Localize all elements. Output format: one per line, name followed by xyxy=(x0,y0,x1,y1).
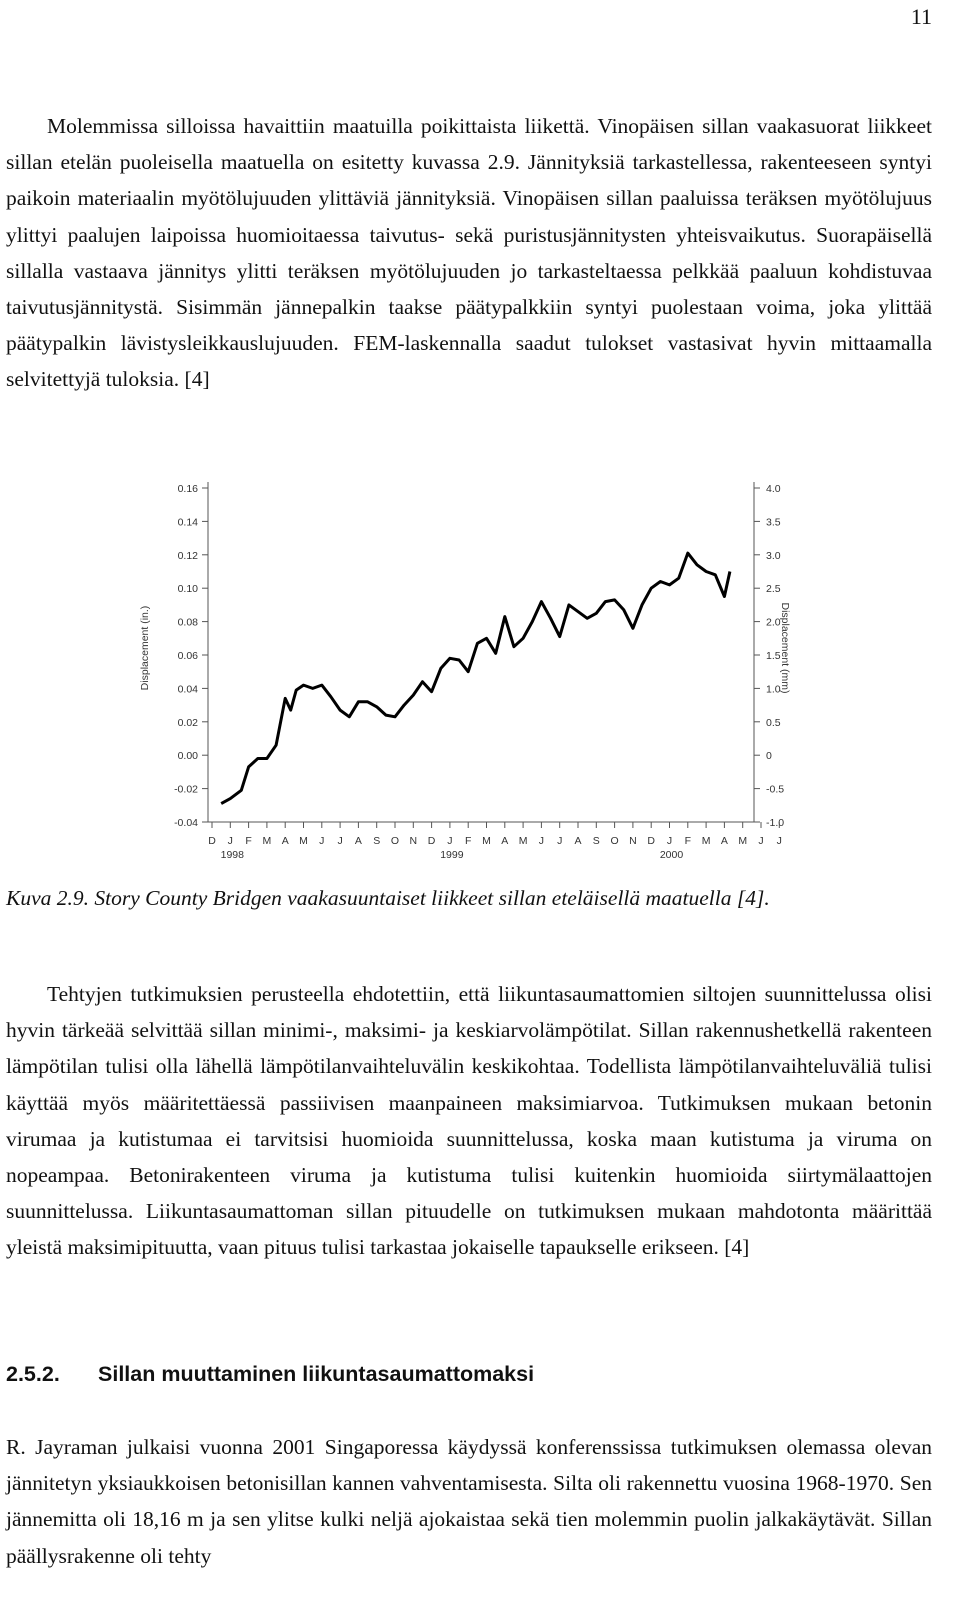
y-axis-right-label: Displacement (mm) xyxy=(779,602,791,694)
y-right-tick-label: 3.5 xyxy=(766,516,781,529)
x-tick-label: F xyxy=(464,835,472,847)
y-left-tick-label: 0.08 xyxy=(177,616,198,629)
y-left-tick-label: 0.02 xyxy=(177,716,198,729)
x-tick-label: F xyxy=(684,835,692,847)
x-tick-label: M xyxy=(482,835,491,847)
x-tick-label: M xyxy=(299,835,308,847)
y-axis-left xyxy=(174,482,208,829)
x-tick-label: J xyxy=(447,835,453,847)
y-left-tick-label: 0.12 xyxy=(177,549,198,562)
x-tick-label: S xyxy=(373,835,381,847)
body-paragraph: Molemmissa silloissa havaittiin maatuilla poikittaista liikettä. Vinopäisen sillan vaakasuorat liikkeet sillan etelän puoleisella maatuella on esitetty kuvassa 2.9. Jännityksiä tarkastellessa, rakenteeseen syntyi paikoin materiaalin myötölujuuden ylittäviä jännityksiä. Vinopäisen sillan paaluissa teräksen myötölujuus ylittyi paalujen laipoissa huomioitaessa taivutus- sekä puristusjännitysten yhteisvaikutus. Suorapäisellä sillalla vastaava jännitys ylitti teräksen myötölujuuden jo tarkasteltaessa pelkkää paaluun kohdistuvaa taivutusjännitystä. Sisimmän jännepalkin taakse päätypalkkiin syntyi puolestaan voima, joka ylittää päätypalkin lävistysleikkauslujuuden. FEM-laskennalla saadut tulokset vastasivat hyvin mittaamalla selvitettyjä tuloksia. [4] xyxy=(6,114,932,392)
x-tick-label: J xyxy=(538,835,545,847)
section-number: 2.5.2. xyxy=(6,1362,60,1386)
x-tick-label: D xyxy=(208,835,216,847)
y-right-tick-label: 4.0 xyxy=(766,483,781,495)
section-heading xyxy=(6,1362,534,1387)
x-tick-label: A xyxy=(720,835,728,847)
x-tick-label: J xyxy=(337,835,343,847)
displacement-series-line xyxy=(221,553,730,804)
x-tick-label: F xyxy=(245,835,252,847)
x-tick-label: A xyxy=(354,835,362,847)
x-tick-label: N xyxy=(629,835,637,847)
y-right-tick-label: -1.0 xyxy=(766,817,785,829)
body-paragraph: Tehtyjen tutkimuksien perusteella ehdotettiin, että liikuntasaumattomien siltojen suunnittelussa olisi hyvin tärkeää selvittää sillan minimi-, maksimi- ja keskiarvolämpötilat. Sillan rakennushetkellä rakenteen lämpötilan tulisi olla lähellä lämpötilanvaihteluvälin keskikohtaa. Todellista lämpötilanvaihteluväliä tulisi käyttää myös määritettäessä passiivisen maanpaineen maksimiarvoa. Tutkimuksen mukaan betonin virumaa ja kutistumaa ei tarvitsisi huomioida suunnittelussa, koska maan kutistuma ja viruma on nopeampaa. Betonirakenteen viruma ja kutistuma tulisi kuitenkin huomioida siirtymälaattojen suunnittelussa. Liikuntasaumattoman sillan pituudelle on tutkimuksen mukaan mahdotonta määrittää yleistä maksimipituutta, vaan pituus tulisi tarkastaa jokaiselle tapaukselle erikseen. [4] xyxy=(6,982,932,1260)
figure-caption: Kuva 2.9. Story County Bridgen vaakasuuntaiset liikkeet sillan eteläisellä maatuella [4]. xyxy=(6,886,770,910)
x-tick-label: M xyxy=(262,835,272,847)
x-tick-label: M xyxy=(701,835,711,847)
body-paragraph: R. Jayraman julkaisi vuonna 2001 Singaporessa käydyssä konferenssissa tutkimuksen olemassa olevan jännitetyn yksiaukkoisen betonisillan kannen vahventamisesta. Silta oli rakennettu vuosina 1968-1970. Sen jännemitta oli 18,16 m ja sen ylitse kulki neljä ajokaistaa sekä tien molemmin puolin jalkakäytävät. Sillan päällysrakenne oli tehty xyxy=(6,1435,932,1568)
y-axis-left-label: Displacement (in.) xyxy=(139,605,151,691)
x-year-label: 1999 xyxy=(440,849,464,861)
x-tick-label: N xyxy=(409,835,418,847)
y-left-tick-label: 0.14 xyxy=(177,516,198,529)
x-tick-label: J xyxy=(557,835,563,847)
x-tick-label: J xyxy=(758,835,764,847)
x-tick-label: A xyxy=(281,835,289,847)
page-number: 11 xyxy=(910,4,932,29)
y-left-tick-label: -0.04 xyxy=(174,817,198,829)
x-tick-label: O xyxy=(610,835,619,847)
x-axis xyxy=(208,822,782,861)
y-right-tick-label: 0.5 xyxy=(766,716,781,729)
x-tick-label: J xyxy=(227,835,233,847)
section-title: Sillan muuttaminen liikuntasaumattomaksi xyxy=(98,1362,535,1386)
x-tick-label: J xyxy=(666,835,673,847)
y-left-tick-label: 0.10 xyxy=(177,583,198,596)
x-tick-label: J xyxy=(776,835,782,847)
y-right-tick-label: -0.5 xyxy=(766,783,785,796)
x-tick-label: S xyxy=(592,835,600,847)
y-left-tick-label: 0.00 xyxy=(177,750,198,763)
y-right-tick-label: 2.5 xyxy=(766,583,781,596)
x-tick-label: A xyxy=(574,835,582,847)
x-tick-label: J xyxy=(319,835,325,847)
y-right-tick-label: 0 xyxy=(766,750,772,763)
displacement-chart xyxy=(120,470,800,882)
x-tick-label: D xyxy=(647,835,655,847)
x-tick-label: O xyxy=(390,835,400,847)
x-year-label: 1998 xyxy=(220,849,244,861)
y-right-tick-label: 2.0 xyxy=(766,616,781,629)
y-left-tick-label: -0.02 xyxy=(174,783,198,796)
x-tick-label: D xyxy=(427,835,436,847)
x-year-label: 2000 xyxy=(659,849,684,861)
x-tick-label: A xyxy=(501,835,509,847)
y-right-tick-label: 1.0 xyxy=(766,683,781,696)
x-tick-label: M xyxy=(518,835,528,847)
y-left-tick-label: 0.04 xyxy=(177,683,198,696)
x-tick-label: M xyxy=(738,835,748,847)
y-right-tick-label: 3.0 xyxy=(766,549,781,562)
y-right-tick-label: 1.5 xyxy=(766,650,781,662)
y-left-tick-label: 0.06 xyxy=(177,650,198,662)
y-left-tick-label: 0.16 xyxy=(177,483,198,495)
